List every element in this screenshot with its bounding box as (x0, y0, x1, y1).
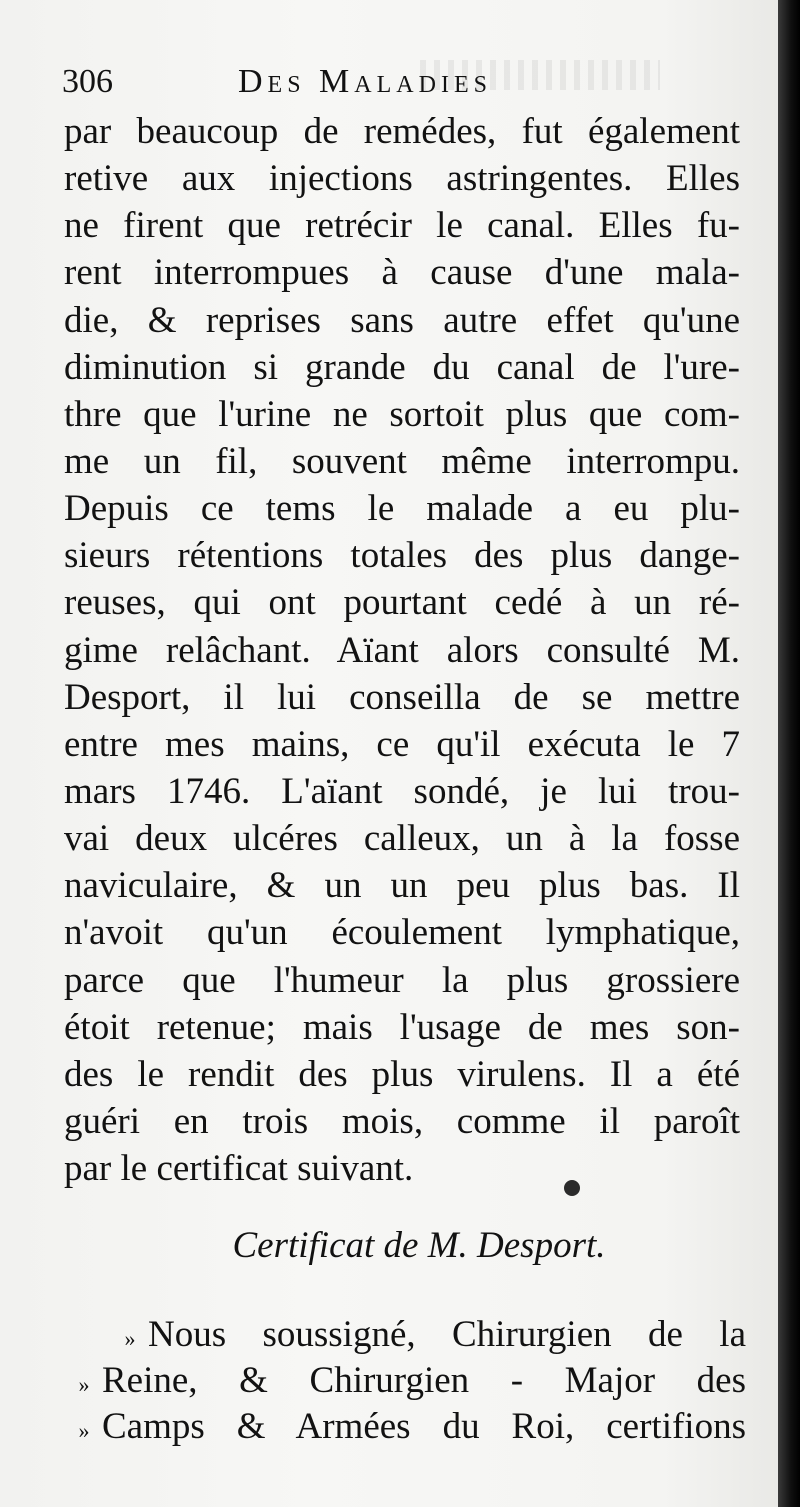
text-line: ne firent que retrécir le canal. Elles fu- (64, 205, 740, 247)
text-line: n'avoit qu'un écoulement lymphatique, (64, 912, 740, 954)
text-line: étoit retenue; mais l'usage de mes son- (64, 1006, 740, 1048)
text-line: mars 1746. L'aïant sondé, je lui trou- (64, 770, 740, 812)
text-line: par le certificat suivant. (64, 1148, 414, 1190)
quote-line (66, 1312, 746, 1358)
text-line: thre que l'urine ne sortoit plus que com- (64, 393, 740, 435)
text-line: entre mes mains, ce qu'il exécuta le 7 (64, 723, 740, 765)
text-line: diminution si grande du canal de l'ure- (64, 346, 740, 388)
text-line: me un fil, souvent même interrompu. (64, 440, 740, 482)
body-text (64, 108, 740, 1192)
guillemet-mark: » (78, 1418, 90, 1443)
quote-text: Reine, & Chirurgien - Major des (102, 1360, 746, 1401)
page-edge-shadow (778, 0, 800, 1507)
guillemet-mark: » (124, 1326, 136, 1351)
quote-text: Nous soussigné, Chirurgien de la (148, 1314, 746, 1355)
ink-blot (564, 1180, 580, 1196)
text-line: des le rendit des plus virulens. Il a été (64, 1053, 740, 1095)
quoted-certificate (66, 1312, 746, 1450)
text-line: Desport, il lui conseilla de se mettre (64, 676, 740, 718)
text-line: guéri en trois mois, comme il paroît (64, 1100, 740, 1142)
text-line: sieurs rétentions totales des plus dange- (64, 535, 740, 577)
text-line: reuses, qui ont pourtant cedé à un ré- (64, 582, 740, 624)
text-line: Depuis ce tems le malade a eu plu- (64, 488, 740, 530)
text-line: par beaucoup de remédes, fut également (64, 111, 740, 152)
quote-line (66, 1358, 746, 1404)
text-line: vai deux ulcéres calleux, un à la fosse (64, 818, 740, 860)
quote-line (66, 1404, 746, 1450)
text-line: retive aux injections astringentes. Elles (64, 158, 740, 200)
text-line: parce que l'humeur la plus grossiere (64, 959, 740, 1001)
text-line: die, & reprises sans autre effet qu'une (64, 299, 740, 341)
guillemet-mark: » (78, 1372, 90, 1397)
section-caption: Certificat de M. Desport. (232, 1225, 606, 1266)
text-line: naviculaire, & un un peu plus bas. Il (64, 865, 740, 907)
text-line: gime relâchant. Aïant alors consulté M. (64, 629, 740, 671)
running-head: Des Maladies (238, 63, 492, 100)
text-line: rent interrompues à cause d'une mala- (64, 252, 740, 294)
page-number: 306 (62, 63, 113, 100)
page-header (62, 60, 762, 104)
quote-text: Camps & Armées du Roi, certifions (102, 1406, 746, 1447)
